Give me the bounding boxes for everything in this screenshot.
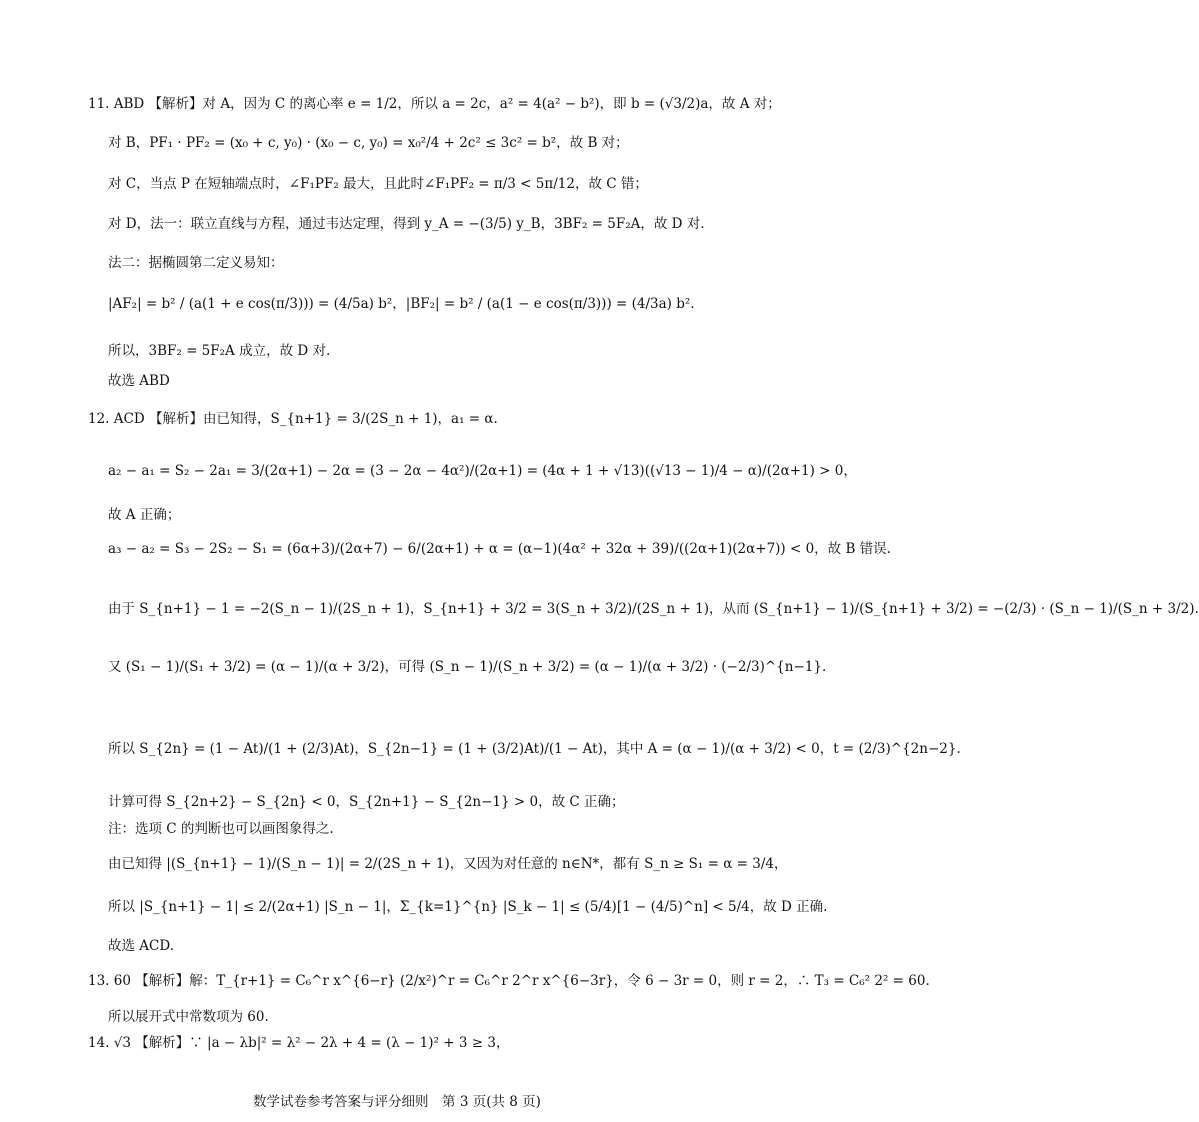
text-line: 13. 60 【解析】解：T_{r+1} = C₆^r x^{6−r} (2/x²)^r = C₆^r 2^r x^{6−3r}，令 6 − 3r = 0，则 r = 2，∴ T₃ = C₆² 2² = 60. — [88, 973, 930, 989]
text-line: 注：选项 C 的判断也可以画图象得之. — [108, 821, 334, 837]
text-line: 由已知得 |(S_{n+1} − 1)/(S_n − 1)| = 2/(2S_n + 1)，又因为对任意的 n∈N*，都有 S_n ≥ S₁ = α = 3/4， — [108, 856, 788, 872]
text-line: 所以展开式中常数项为 60. — [108, 1009, 269, 1025]
page-footer: 数学试卷参考答案与评分细则 第 3 页(共 8 页) — [253, 1094, 541, 1110]
text-line: 法二：据椭圆第二定义易知： — [108, 255, 284, 271]
text-line: a₂ − a₁ = S₂ − 2a₁ = 3/(2α+1) − 2α = (3 − 2α − 4α²)/(2α+1) = (4α + 1 + √13)((√13 − 1)/4 − α)/(2α+1) > 0， — [108, 463, 857, 479]
text-line: 12. ACD 【解析】由已知得，S_{n+1} = 3/(2S_n + 1)，a₁ = α. — [88, 411, 498, 427]
text-line: 对 B，PF₁ · PF₂ = (x₀ + c, y₀) · (x₀ − c, y₀) = x₀²/4 + 2c² ≤ 3c² = b²，故 B 对； — [108, 135, 629, 151]
text-line: |AF₂| = b² / (a(1 + e cos(π/3))) = (4/5a) b²，|BF₂| = b² / (a(1 − e cos(π/3))) = (4/3a) b². — [108, 296, 695, 312]
text-line: 又 (S₁ − 1)/(S₁ + 3/2) = (α − 1)/(α + 3/2)，可得 (S_n − 1)/(S_n + 3/2) = (α − 1)/(α + 3/2) · (−2/3)^{n−1}. — [108, 659, 827, 675]
text-line: 11. ABD 【解析】对 A，因为 C 的离心率 e = 1/2，所以 a = 2c，a² = 4(a² − b²)，即 b = (√3/2)a，故 A 对； — [88, 96, 781, 112]
text-line: 故 A 正确； — [108, 507, 181, 523]
text-line: 由于 S_{n+1} − 1 = −2(S_n − 1)/(2S_n + 1)，S_{n+1} + 3/2 = 3(S_n + 3/2)/(2S_n + 1)，从而 (S_{n+1} − 1)/(S_{n+1} + 3/2) = −(2/3) · (S_n − 1)/(S_n + 3/2). — [108, 601, 1199, 617]
text-line: 所以 |S_{n+1} − 1| ≤ 2/(2α+1) |S_n − 1|，Σ_{k=1}^{n} |S_k − 1| ≤ (5/4)[1 − (4/5)^n] < 5/4，故 D 正确. — [108, 899, 828, 915]
text-line: 所以，3BF₂ = 5F₂A 成立，故 D 对. — [108, 343, 331, 359]
text-line: 对 D，法一：联立直线与方程，通过韦达定理，得到 y_A = −(3/5) y_B，3BF₂ = 5F₂A，故 D 对. — [108, 216, 705, 232]
text-line: 故选 ABD — [108, 373, 170, 389]
text-line: 故选 ACD. — [108, 938, 175, 954]
text-line: 对 C，当点 P 在短轴端点时，∠F₁PF₂ 最大，且此时∠F₁PF₂ = π/3 < 5π/12，故 C 错； — [108, 176, 648, 192]
text-line: 14. √3 【解析】∵ |a − λb|² = λ² − 2λ + 4 = (λ − 1)² + 3 ≥ 3， — [88, 1035, 510, 1051]
text-line: 所以 S_{2n} = (1 − At)/(1 + (2/3)At)，S_{2n−1} = (1 + (3/2)At)/(1 − At)，其中 A = (α − 1)/(α + 3/2) < 0，t = (2/3)^{2n−2}. — [108, 741, 961, 757]
text-line: 计算可得 S_{2n+2} − S_{2n} < 0，S_{2n+1} − S_{2n−1} > 0，故 C 正确； — [108, 794, 625, 810]
text-line: a₃ − a₂ = S₃ − 2S₂ − S₁ = (6α+3)/(2α+7) − 6/(2α+1) + α = (α−1)(4α² + 32α + 39)/((2α+1)(2α+7)) < 0，故 B 错误. — [108, 541, 891, 557]
